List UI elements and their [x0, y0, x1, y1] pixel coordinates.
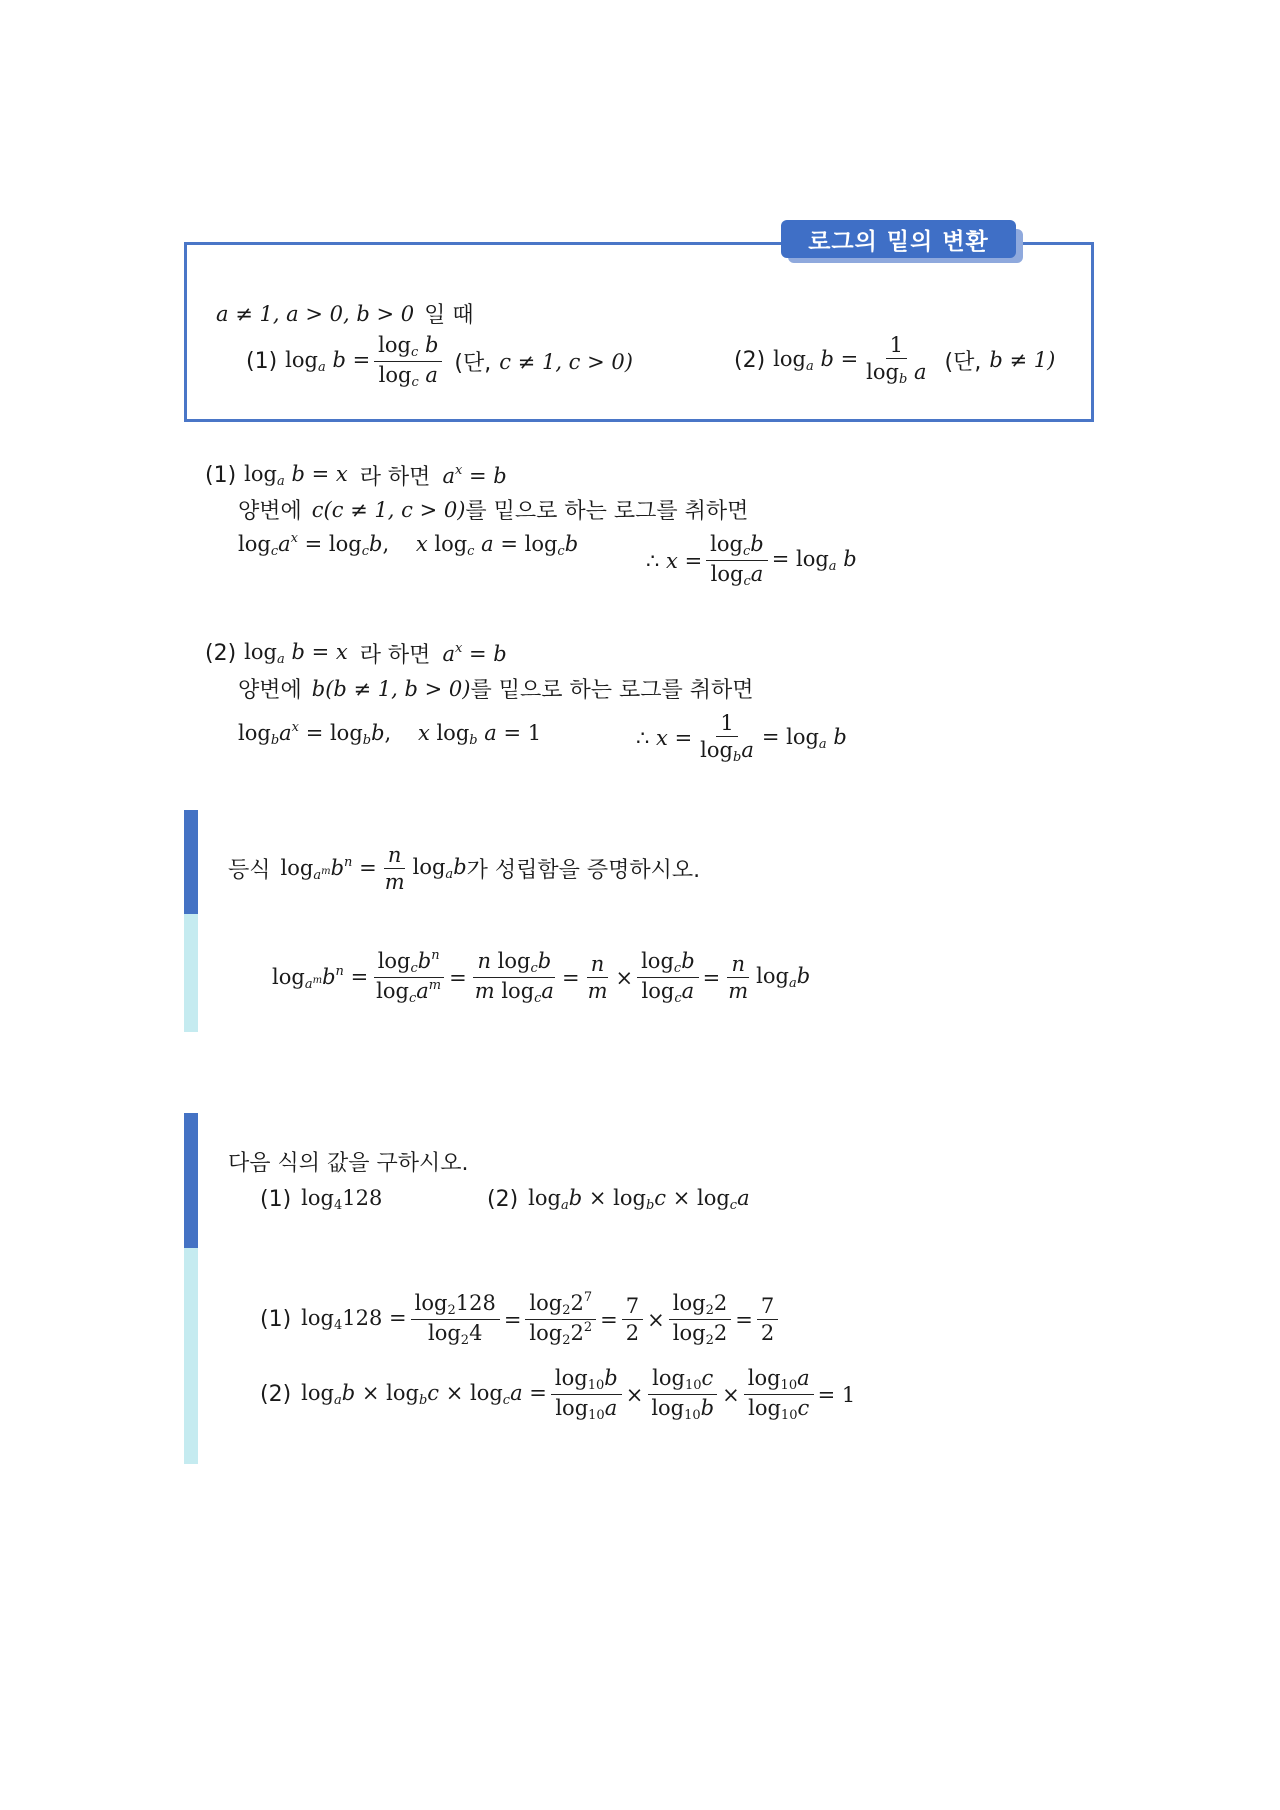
summary-title: 로그의 밑의 변환 — [781, 220, 1016, 258]
formula-1-note-cond: c ≠ 1, c > 0) — [499, 349, 633, 374]
proof-2-let: $\log_a b = x$ — [244, 640, 348, 667]
proof-1-line-2 — [238, 494, 748, 525]
example-2-prompt-text: 다음 식의 값을 구하시오. — [228, 1151, 469, 1176]
example-1-bar-question — [184, 810, 198, 914]
example-2-question-1: (1) $\log_4128$ — [260, 1186, 383, 1213]
formula-2-label: (2) — [734, 347, 766, 373]
formula-1-note-open: (단, — [454, 351, 492, 377]
formula-2-lhs: $\log_a b$ = — [773, 346, 859, 374]
proof-1-let-text: 라 하면 — [359, 465, 431, 490]
summary-condition — [216, 298, 474, 329]
formula-2-fraction: $\frac{1}{\log_b a}$ — [866, 333, 927, 388]
formula-1-label: (1) — [246, 349, 278, 375]
proof-2-fraction: $\frac{1}{\log_ba}$ — [700, 711, 754, 766]
formula-1 — [246, 332, 633, 392]
formula-1-lhs: $\log_a b$ = — [285, 348, 371, 376]
proof-1-fraction: $\frac{\log_cb}{\log_ca}$ — [706, 531, 768, 591]
proof-1-eq: $\log_ca^x = \log_cb$, x $\log_c a = \log_cb$ — [238, 531, 579, 559]
proof-1-let: $\log_a b = x$ — [244, 462, 348, 489]
proof-2-line-1 — [205, 638, 507, 669]
example-2-answer-1: (1) $\log_4128$ = $\frac{\log_2128}{\log_24}$ = $\frac{\log_22^7}{\log_22^2}$ = $\frac{7}{2}$ × $\frac{\log_22}{\log_22}$ = $\frac{7}{2}$ — [260, 1290, 782, 1350]
example-2-answer-2: (2) $\log_ab \times \log_bc \times \log_ca$ = $\frac{\log_{10}b}{\log_{10}a}$ × $\frac{\log_{10}c}{\log_{10}b}$ × $\frac{\log_{10}a}{\log_{10}c}$ = 1 — [260, 1366, 856, 1424]
example-2-bar-solution — [184, 1248, 198, 1464]
example-1-prompt: 등식 $\log_{a^m}b^n$ = $\frac{n}{m}$ $\log_ab$ 가 성립함을 증명하시오. — [228, 843, 701, 895]
proof-1-line-2-suffix: 를 밑으로 하는 로그를 취하면 — [465, 499, 749, 524]
formula-2 — [734, 332, 1055, 389]
proof-1-line-2-cond: c(c ≠ 1, c > 0) — [311, 497, 466, 522]
proof-2-line-2 — [238, 673, 753, 704]
example-2-q2-label: (2) — [487, 1187, 519, 1212]
example-2-a2-label: (2) — [260, 1382, 292, 1408]
proof-2-exp: $a^x = b$ — [442, 641, 507, 666]
proof-2-line-3 — [238, 720, 541, 748]
proof-2-line-2-prefix: 양변에 — [238, 678, 302, 703]
condition-math: a ≠ 1, a > 0, b > 0 — [216, 301, 415, 326]
formula-1-fraction: $\frac{\log_c b}{\log_c a}$ — [374, 332, 442, 392]
proof-1-label: (1) — [205, 463, 237, 488]
example-2-a1-label: (1) — [260, 1307, 292, 1333]
proof-1-line-3 — [238, 531, 578, 559]
example-2-question-2: (2) $\log_ab \times \log_bc \times \log_ca$ — [487, 1186, 750, 1213]
example-1-prompt-suffix: 가 성립함을 증명하시오. — [466, 858, 701, 884]
proof-1-exp: $a^x = b$ — [442, 463, 507, 488]
proof-2-line-2-suffix: 를 밑으로 하는 로그를 취하면 — [470, 678, 754, 703]
example-1-bar-solution — [184, 914, 198, 1032]
proof-2-line-2-cond: b(b ≠ 1, b > 0) — [311, 676, 471, 701]
proof-1-result: ∴ x = $\frac{\log_cb}{\log_ca}$ = $\log_a b$ — [646, 532, 857, 590]
formula-2-note-cond: b ≠ 1) — [989, 348, 1056, 373]
example-1-prompt-prefix: 등식 — [228, 858, 271, 884]
proof-2-eq: $\log_ba^x = \log_bb$, x $\log_b a = 1$ — [238, 720, 542, 748]
proof-1-line-1 — [205, 460, 507, 491]
example-1-solution: $\log_{a^m}b^n$ = $\frac{\log_cb^n}{\log_ca^m}$ = $\frac{n \log_cb}{m \log_ca}$ = $\frac{n}{m}$ × $\frac{\log_cb}{\log_ca}$ = $\frac{n}{m}$ $\log_ab$ — [272, 948, 811, 1007]
proof-2-let-text: 라 하면 — [359, 643, 431, 668]
condition-text: 일 때 — [424, 303, 474, 328]
example-2-q1-label: (1) — [260, 1187, 292, 1212]
example-1-identity: $\log_{a^m}b^n$ = — [280, 854, 377, 883]
example-2-prompt — [228, 1146, 469, 1177]
proof-2-label: (2) — [205, 641, 237, 666]
example-2-bar-question — [184, 1113, 198, 1248]
formula-2-note-open: (단, — [944, 349, 982, 375]
proof-2-result: ∴ x = $\frac{1}{\log_ba}$ = $\log_a b$ — [636, 711, 847, 766]
proof-1-line-2-prefix: 양변에 — [238, 499, 302, 524]
